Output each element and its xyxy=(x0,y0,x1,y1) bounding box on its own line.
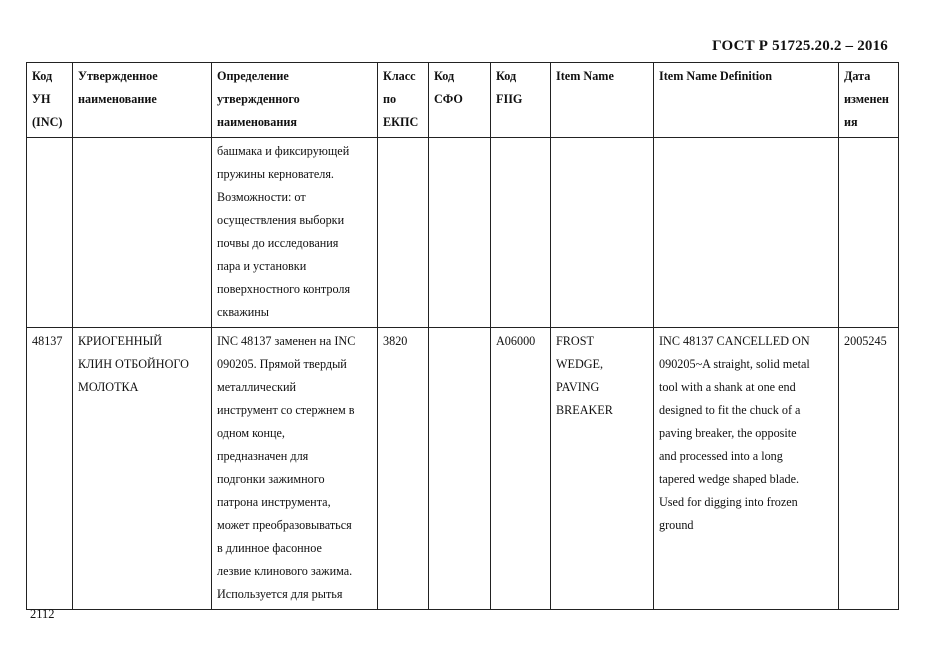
cell-change-date xyxy=(839,138,899,328)
cell-ekps-class: 3820 xyxy=(378,328,429,610)
cell-fiig-code: A06000 xyxy=(491,328,551,610)
cell-change-date: 2005245 xyxy=(839,328,899,610)
header-ekps-class: Класс по ЕКПС xyxy=(378,63,429,138)
cell-fiig-code xyxy=(491,138,551,328)
cell-sfo-code xyxy=(429,328,491,610)
cell-definition: башмака и фиксирующей пружины керноватeля. Возможности: от осуществления выборки почвы до исследования пара и установки поверхностного контроля скважины xyxy=(212,138,378,328)
cell-item-name-definition: INC 48137 CANCELLED ON 090205~A straight, solid metal tool with a shank at one end designed to fit the chuck of a paving breaker, the opposite and processed into a long tapered wedge shaped blade. Used for digging into frozen ground xyxy=(654,328,839,610)
cell-approved-name xyxy=(73,138,212,328)
page-number: 2112 xyxy=(30,607,55,621)
header-fiig-code: Код FIIG xyxy=(491,63,551,138)
header-sfo-code: Код СФО xyxy=(429,63,491,138)
cell-item-name: FROST WEDGE, PAVING BREAKER xyxy=(551,328,654,610)
header-inc-code: Код УН (INC) xyxy=(27,63,73,138)
cell-definition: INC 48137 заменен на INC 090205. Прямой твердый металлический инструмент со стержнем в одном конце, предназначен для подгонки зажимного патрона инструмента, может преобразовываться в длинное фасонное лезвие клинового зажима. Используется для рытья xyxy=(212,328,378,610)
cell-approved-name: КРИОГЕННЫЙ КЛИН ОТБОЙНОГО МОЛОТКА xyxy=(73,328,212,610)
table-header-row xyxy=(27,63,899,138)
header-item-name-definition: Item Name Definition xyxy=(654,63,839,138)
header-item-name: Item Name xyxy=(551,63,654,138)
table-row xyxy=(27,138,899,328)
cell-item-name-definition xyxy=(654,138,839,328)
document-standard-title: ГОСТ Р 51725.20.2 – 2016 xyxy=(712,38,888,54)
header-change-date: Дата изменен ия xyxy=(839,63,899,138)
header-name-definition: Определение утвержденного наименования xyxy=(212,63,378,138)
cell-inc xyxy=(27,138,73,328)
table-row xyxy=(27,328,899,610)
cell-ekps-class xyxy=(378,138,429,328)
cell-inc: 48137 xyxy=(27,328,73,610)
header-approved-name: Утвержденное наименование xyxy=(73,63,212,138)
cell-item-name xyxy=(551,138,654,328)
cell-sfo-code xyxy=(429,138,491,328)
item-names-table xyxy=(26,62,899,610)
